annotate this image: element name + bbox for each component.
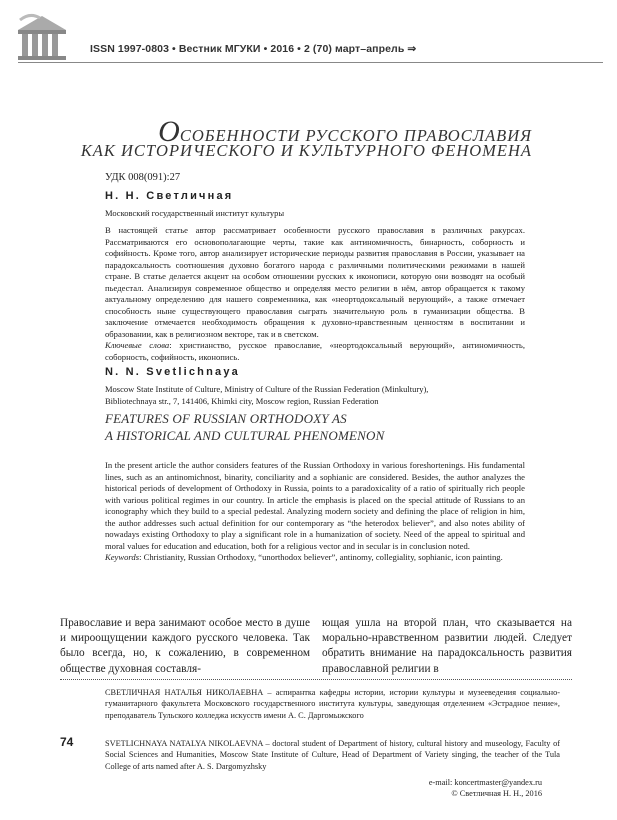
author-name-ru: Н. Н. Светличная xyxy=(105,190,234,202)
body-column-left: Православие и вера занимают особое место в душе и мироощущении каждого русского человека. Так было всегда, но, к сожалению, в современном обществе духовная составля- xyxy=(60,617,310,675)
page-number: 74 xyxy=(60,735,74,749)
abstract-ru-text: В настоящей статье автор рассматривает особенности русского православия в различных ракурсах. Рассматриваются его основополагающие черты, такие как антиномичность, бинарность, соборность и софийность. Кроме того, автор анализирует исторические периоды развития православия в России, указывает на парадоксальность соотношения духовно богатого народа с различными политическими режимами в нашей стране. В статье делается акцент на особом отношении русских к иконописи, которую они возводят на особый пьедестал. Анализируя современное общество и определяя место религии в нём, автор обращается к такому актуальному определению для нашего современника, как «неортодоксальный верующий», а также отмечает способность ныне существующего православия сыграть значительную роль в гуманизации общества. В заключение отмечается необходимость обращения к духовно-нравственным ценностям в воспитании и образовании, как в религиозном векторе, так и в светском. xyxy=(105,225,525,339)
header-divider xyxy=(18,62,603,63)
author-name-en: N. N. Svetlichnaya xyxy=(105,366,240,378)
affiliation-en-line2: Bibliotechnaya str., 7, 141406, Khimki city, Moscow region, Russian Federation xyxy=(105,395,379,406)
keywords-en xyxy=(105,552,525,564)
affiliation-en-line1: Moscow State Institute of Culture, Ministry of Culture of the Russian Federation (Minkultury), xyxy=(105,384,429,394)
title-line1-rest: СОБЕННОСТИ РУССКОГО ПРАВОСЛАВИЯ xyxy=(179,126,532,145)
author-affiliation-ru: Московский государственный институт культуры xyxy=(105,208,285,218)
article-title-en xyxy=(105,410,385,444)
author-email: e-mail: koncertmaster@yandex.ru xyxy=(428,778,542,787)
body-column-right: ющая ушла на второй план, что сказывается на морально-нравственном развитии людей. Следует обратить внимание на парадоксальность развития православной религии в xyxy=(322,617,572,675)
journal-header: ISSN 1997-0803 • Вестник МГУКИ • 2016 • 2 (70) март–апрель ⇒ xyxy=(90,43,417,55)
author-affiliation-en xyxy=(105,384,525,407)
abstract-en-text: In the present article the author considers features of the Russian Orthodoxy in various foreshortenings. His fundamental lines, such as an antinomichnost, binarity, conciliarity and a sophianic are considered. Besides, the author analyzes the historical periods of development of Orthodoxy in Russia, points to a paradoxicality of a ratio of spiritually rich people with various political regimes in our country. In article the emphasis is placed on the special attitude of Russians to an iconography which they build to a special pedestal. Analyzing modern society and defining the place of religion in him, the author addresses such actual definition for our contemporary as “the heterodox believer”, and also notes ability of nowadays existing Orthodoxy to play a significant role in a humanization of society. Need of the appeal to spiritual and moral values for education and education, both for a religious vector and in secular is in conclusion noted. xyxy=(105,460,525,551)
title-en-line2: A HISTORICAL AND CULTURAL PHENOMENON xyxy=(105,428,385,443)
keywords-en-text: : Christianity, Russian Orthodoxy, “unorthodox believer”, antinomy, collegiality, sophianic, icon painting. xyxy=(139,552,503,562)
udk-code: УДК 008(091):27 xyxy=(105,172,181,183)
title-initial: О xyxy=(158,115,180,148)
author-note-en: SVETLICHNAYA NATALYA NIKOLAEVNA – doctoral student of Department of history, cultural history and museology, Faculty of Social Sciences and Humanities, Moscow State Institute of Culture, Head of Department of Variety singing, the teacher of the Tula College of arts named after A. S. Dargomyzhsky xyxy=(105,739,560,771)
journal-logo xyxy=(16,10,72,70)
abstract-en xyxy=(105,460,525,564)
abstract-ru xyxy=(105,225,525,363)
copyright: © Светличная Н. Н., 2016 xyxy=(451,789,542,798)
author-note-ru: СВЕТЛИЧНАЯ НАТАЛЬЯ НИКОЛАЕВНА – аспирантка кафедры истории, истории культуры и музееведения социально-гуманитарного факультета Московского государственного института культуры, заведующая отделением «Эстрадное пение», преподаватель Тульского колледжа искусств имени А. С. Даргомыжского xyxy=(105,688,560,720)
keywords-ru-label: Ключевые слова xyxy=(105,340,170,350)
keywords-en-label: Keywords xyxy=(105,552,140,562)
keywords-ru xyxy=(105,340,525,363)
title-en-line1: FEATURES OF RUSSIAN ORTHODOXY AS xyxy=(105,411,347,426)
article-title-line2: КАК ИСТОРИЧЕСКОГО И КУЛЬТУРНОГО ФЕНОМЕНА xyxy=(80,141,532,160)
keywords-ru-text: : христианство, русское православие, «неортодоксальный верующий», антиномичность, соборность, софийность, иконопись. xyxy=(105,340,525,362)
footnote-divider xyxy=(60,679,572,680)
